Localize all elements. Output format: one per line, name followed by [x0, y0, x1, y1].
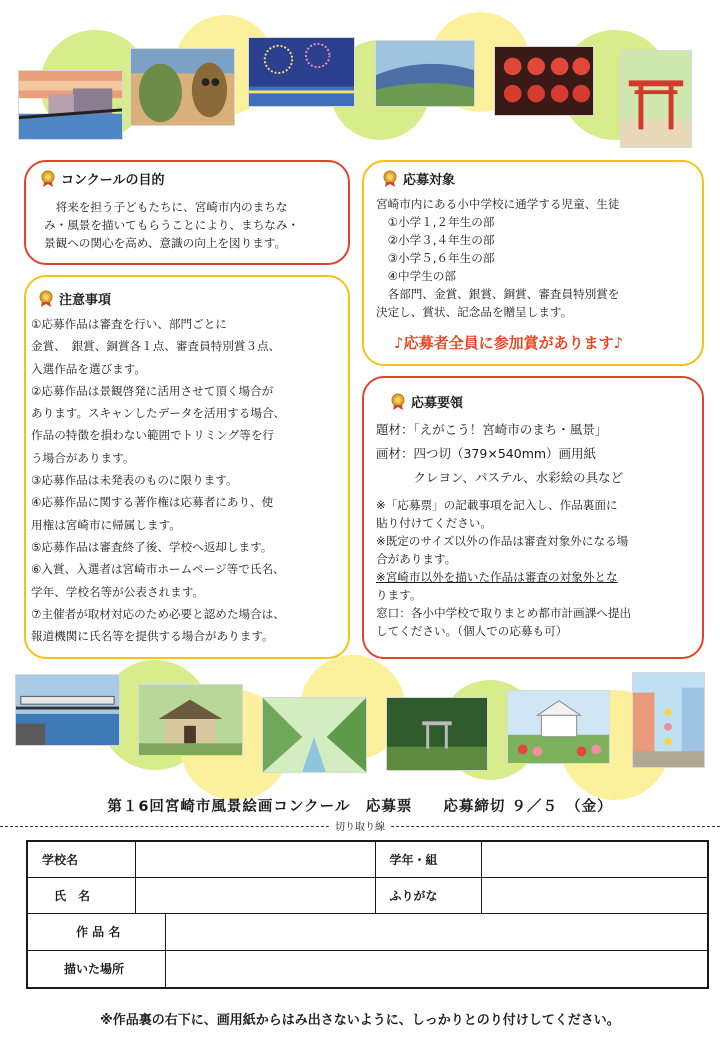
text-line: あります。スキャンしたデータを活用する場合、	[31, 406, 286, 421]
table-row	[27, 950, 708, 988]
theme-line: 題材：「えがこう！宮崎市のまち・風景」	[376, 422, 608, 437]
text-line: 窓口：各小中学校で取りまとめ都市計画課へ提出	[376, 606, 632, 620]
medal-icon	[390, 393, 406, 411]
place-field[interactable]	[166, 951, 707, 987]
medal-icon	[40, 170, 56, 188]
text-line: 金賞、 銀賞、銅賞各１点、審査員特別賞３点、	[31, 339, 281, 354]
text-line: 貼り付けてください。	[376, 516, 492, 530]
text-line: してください。（個人での応募も可）	[376, 624, 568, 638]
text-line: ①応募作品は審査を行い、部門ごとに	[31, 317, 227, 331]
painting-valley-river	[262, 697, 367, 773]
text-line: ④応募作品に関する著作権は応募者にあり、使	[31, 495, 274, 510]
notes-header	[38, 289, 111, 308]
eligibility-header	[382, 169, 455, 188]
text-line: ③小学５,６年生の部	[376, 251, 495, 265]
guidelines-title: 応募要領	[411, 396, 464, 411]
guidelines-header	[390, 392, 463, 411]
text-line: 用権は宮崎市に帰属します。	[31, 517, 181, 532]
text-line: ※「応募票」の記載事項を記入し、作品裏面に	[376, 498, 618, 512]
guidelines-main	[376, 418, 623, 490]
painting-forest-shrine	[386, 697, 488, 771]
painting-shopping-street	[632, 672, 705, 768]
painting-harbor-city	[18, 70, 123, 140]
cut-label-text: 切り取り線	[329, 822, 391, 833]
text-line: ※既定のサイズ以外の作品は審査対象外になる場	[376, 534, 629, 548]
place-label: 描いた場所	[28, 951, 166, 987]
purpose-section	[24, 160, 350, 265]
text-line: ①小学１,２年生の部	[376, 215, 495, 229]
table-row	[27, 841, 708, 877]
table-row	[27, 913, 708, 950]
text-line: ④中学生の部	[376, 269, 456, 283]
notes-section	[24, 275, 350, 659]
text-line: 各部門、金賞、銀賞、銅賞、審査員特別賞を	[376, 287, 620, 301]
painting-torii-gate	[620, 50, 692, 148]
school-field[interactable]	[135, 841, 375, 877]
materials-line: 画材：四つ切（379×540mm）画用紙	[376, 446, 597, 461]
text-line: み・風景を描いてもらうことにより、まちなみ・	[44, 218, 300, 232]
work-title-field[interactable]	[166, 914, 707, 950]
text-line: ⑥入賞、入選者は宮崎市ホームページ等で氏名、	[31, 562, 285, 577]
painting-clay-figure	[130, 48, 235, 126]
cut-line-label	[0, 818, 720, 833]
text-line: 決定し、賞状、記念品を贈呈します。	[376, 305, 573, 319]
text-line: 報道機関に氏名等を提供する場合があります。	[31, 629, 274, 644]
text-line: 景観への関心を高め、意識の向上を図ります。	[44, 236, 287, 250]
painting-fireworks	[248, 37, 355, 107]
purpose-text	[44, 198, 299, 252]
entry-form-title: 第１6回宮崎市風景絵画コンクール 応募票 応募締切 ９／５ （金）	[107, 799, 613, 815]
name-field[interactable]	[135, 877, 375, 913]
medal-icon	[38, 290, 54, 308]
table-row	[27, 877, 708, 913]
entry-form-table	[26, 840, 709, 989]
text-line: ②応募作品は景観啓発に活用させて頂く場合が	[31, 383, 274, 398]
text-line: 学年、学校名等が公表されます。	[31, 584, 204, 599]
text-line: 宮崎市内にある小中学校に通学する児童、生徒	[376, 197, 620, 211]
eligibility-text	[376, 195, 619, 321]
text-line: 合があります。	[376, 552, 457, 566]
furigana-field[interactable]	[481, 877, 708, 913]
place-row	[27, 950, 708, 988]
footer-note: ※作品裏の右下に、画用紙からはみ出さないように、しっかりとのり付けしてください。	[100, 1013, 620, 1028]
grade-label: 学年・組	[375, 841, 481, 877]
eligibility-title: 応募対象	[403, 173, 456, 188]
notes-text	[31, 313, 285, 647]
text-line: 作品の特徴を損わない範囲でトリミング等を行	[31, 428, 275, 443]
eligibility-section	[362, 160, 704, 366]
purpose-title: コンクールの目的	[61, 173, 165, 188]
work-title-label: 作 品 名	[28, 914, 166, 950]
painting-lanterns	[494, 46, 594, 116]
text-line: ②小学３,４年生の部	[376, 233, 495, 247]
painting-old-house	[138, 684, 243, 756]
text-line: ※宮崎市以外を描いた作品は審査の対象外とな	[376, 570, 618, 584]
guidelines-notes	[376, 496, 631, 640]
text-line: ります。	[376, 588, 422, 602]
painting-train-bridge	[15, 674, 120, 746]
text-line: ⑦主催者が取材対応のため必要と認めた場合は、	[31, 606, 285, 621]
text-line: ⑤応募作品は審査終了後、学校へ返却します。	[31, 539, 273, 554]
text-line: ③応募作品は未発表のものに限ります。	[31, 473, 238, 488]
guidelines-section	[362, 376, 704, 659]
grade-field[interactable]	[481, 841, 708, 877]
text-line: 将来を担う子どもたちに、宮崎市内のまちな	[44, 200, 288, 214]
work-title-row	[27, 913, 708, 950]
school-label: 学校名	[27, 841, 135, 877]
participation-award-note: ♪応募者全員に参加賞があります♪	[394, 334, 624, 352]
text-line: 入選作品を選びます。	[31, 361, 147, 376]
painting-garden-gazebo	[507, 690, 610, 764]
painting-flower-hill	[375, 40, 475, 107]
name-label: 氏 名	[27, 877, 135, 913]
materials-line: クレヨン、パステル、水彩絵の具など	[376, 470, 624, 485]
furigana-label: ふりがな	[375, 877, 481, 913]
text-line: う場合があります。	[31, 450, 135, 465]
purpose-header	[40, 169, 164, 188]
medal-icon	[382, 170, 398, 188]
notes-title: 注意事項	[59, 293, 112, 308]
